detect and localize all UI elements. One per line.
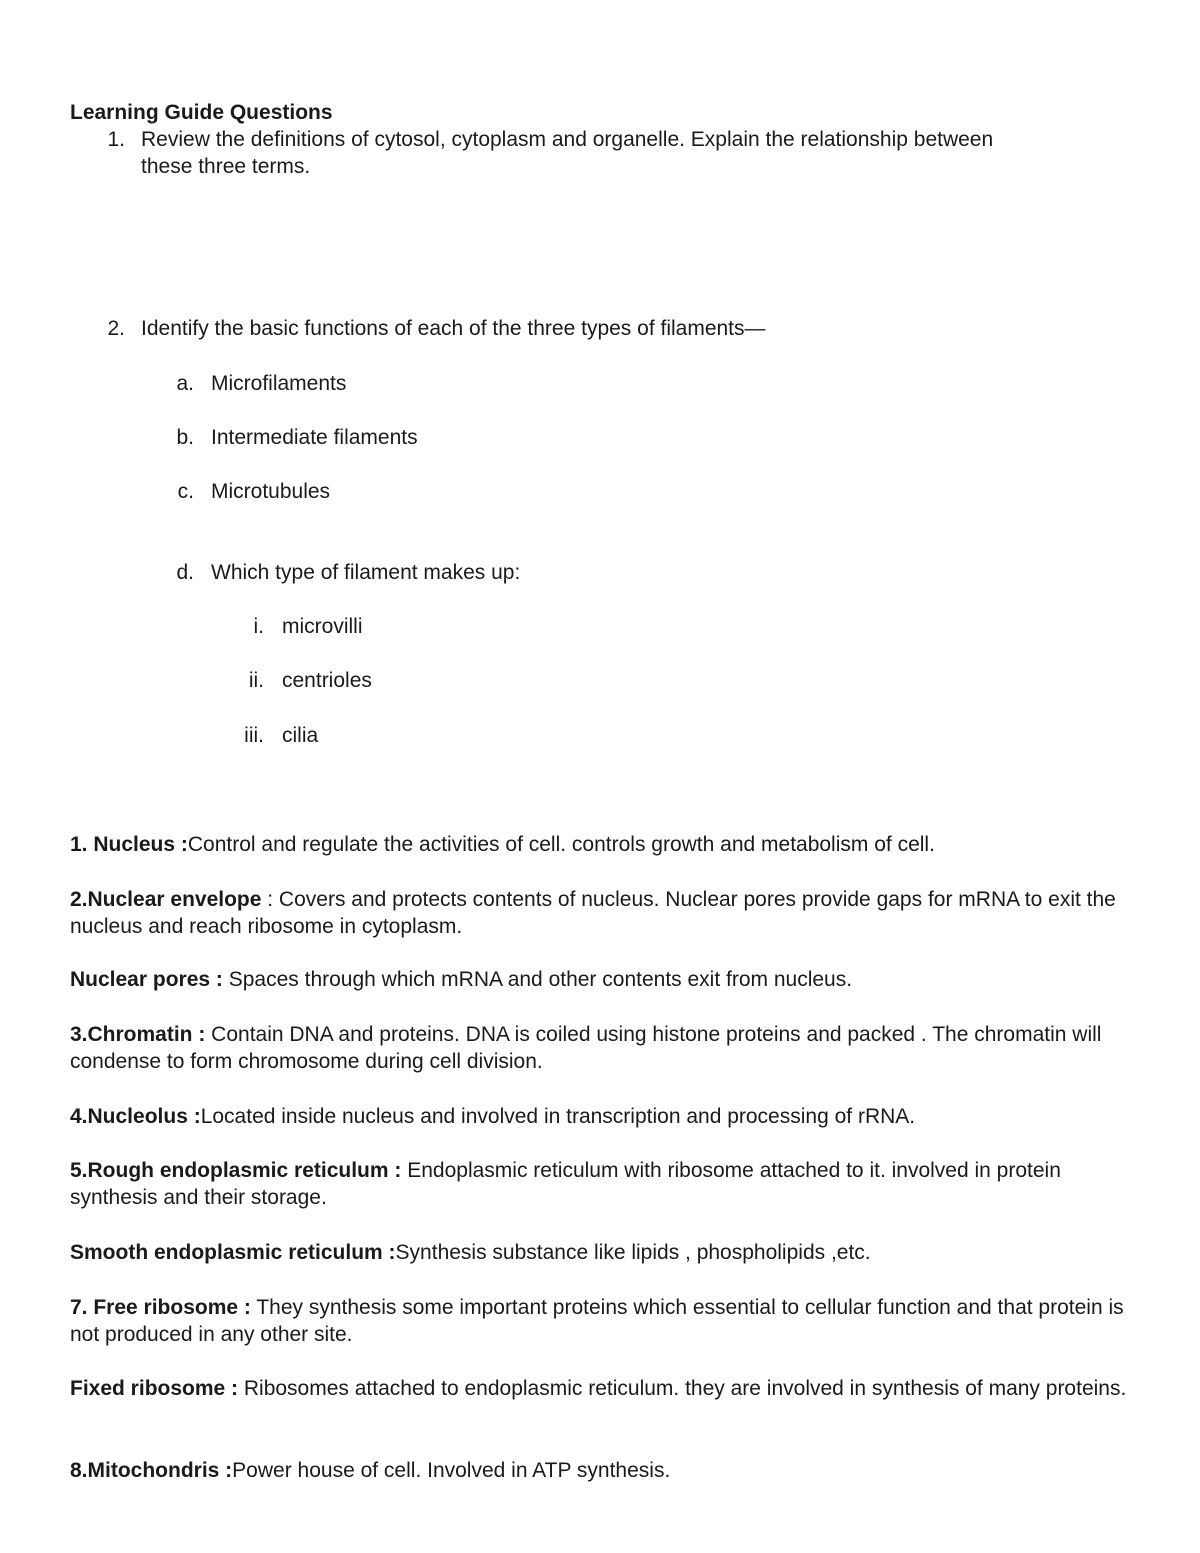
answer-text: Located inside nucleus and involved in transcription and processing of rRNA. bbox=[200, 1105, 916, 1128]
answer-term: 8.Mitochondris : bbox=[70, 1459, 233, 1482]
answer-free-ribosome bbox=[70, 1294, 1130, 1348]
answer-text: Endoplasmic reticulum with ribosome attached to it. involved in protein synthesis and their storage. bbox=[70, 1159, 1061, 1209]
answer-term: 1. Nucleus : bbox=[70, 833, 188, 856]
structure-label-ii: ii. bbox=[248, 669, 264, 692]
question-2-text: Identify the basic functions of each of the three types of filaments— bbox=[141, 317, 766, 340]
filament-item-b: Intermediate filaments bbox=[211, 426, 418, 449]
answer-text: Contain DNA and proteins. DNA is coiled using histone proteins and packed . The chromatin will condense to form chromosome during cell division. bbox=[70, 1023, 1102, 1073]
answer-term: 2.Nuclear envelope bbox=[70, 888, 262, 911]
filament-item-d: Which type of filament makes up: bbox=[211, 561, 521, 584]
answer-nucleus bbox=[70, 831, 1130, 858]
filament-item-a: Microfilaments bbox=[211, 372, 347, 395]
filament-item-c: Microtubules bbox=[211, 480, 331, 503]
answer-rough-er bbox=[70, 1157, 1130, 1211]
question-1-text-line1: Review the definitions of cytosol, cytoplasm and organelle. Explain the relationship between bbox=[141, 128, 994, 151]
answer-mitochondria bbox=[70, 1457, 1130, 1484]
answer-text: : Covers and protects contents of nucleus. Nuclear pores provide gaps for mRNA to exit the nucleus and reach ribosome in cytoplasm. bbox=[70, 888, 1116, 938]
answer-term: 4.Nucleolus : bbox=[70, 1105, 201, 1128]
structure-item-microvilli: microvilli bbox=[282, 615, 363, 638]
answer-text: Control and regulate the activities of cell. controls growth and metabolism of cell. bbox=[187, 833, 935, 856]
page-title: Learning Guide Questions bbox=[70, 101, 333, 124]
answer-chromatin bbox=[70, 1021, 1130, 1075]
answer-text: They synthesis some important proteins which essential to cellular function and that protein is not produced in any other site. bbox=[70, 1296, 1124, 1346]
filament-label-c: c. bbox=[177, 480, 194, 503]
answer-term: 5.Rough endoplasmic reticulum : bbox=[70, 1159, 402, 1182]
answer-term: 7. Free ribosome : bbox=[70, 1296, 251, 1319]
answer-nuclear-envelope bbox=[70, 886, 1130, 940]
answer-smooth-er bbox=[70, 1239, 1130, 1266]
answer-text: Power house of cell. Involved in ATP synthesis. bbox=[232, 1459, 671, 1482]
answer-text: Ribosomes attached to endoplasmic reticulum. they are involved in synthesis of many proteins. bbox=[238, 1377, 1127, 1400]
structure-item-cilia: cilia bbox=[282, 724, 319, 747]
answer-nucleolus bbox=[70, 1103, 1130, 1130]
answer-fixed-ribosome bbox=[70, 1375, 1130, 1402]
answer-text: Spaces through which mRNA and other contents exit from nucleus. bbox=[222, 968, 853, 991]
answer-nuclear-pores bbox=[70, 966, 1130, 993]
answer-text: Synthesis substance like lipids , phospholipids ,etc. bbox=[395, 1241, 871, 1264]
filament-label-d: d. bbox=[176, 561, 194, 584]
answer-term: 3.Chromatin : bbox=[70, 1023, 206, 1046]
answer-term: Nuclear pores : bbox=[70, 968, 223, 991]
filament-label-a: a. bbox=[176, 372, 194, 395]
answer-term: Smooth endoplasmic reticulum : bbox=[70, 1241, 396, 1264]
question-2-number: 2. bbox=[107, 317, 125, 340]
structure-item-centrioles: centrioles bbox=[282, 669, 372, 692]
question-1-text-line2: these three terms. bbox=[141, 155, 311, 178]
answer-term: Fixed ribosome : bbox=[70, 1377, 239, 1400]
structure-label-i: i. bbox=[253, 615, 264, 638]
filament-label-b: b. bbox=[176, 426, 194, 449]
structure-label-iii: iii. bbox=[244, 724, 264, 747]
question-1-number: 1. bbox=[107, 128, 125, 151]
